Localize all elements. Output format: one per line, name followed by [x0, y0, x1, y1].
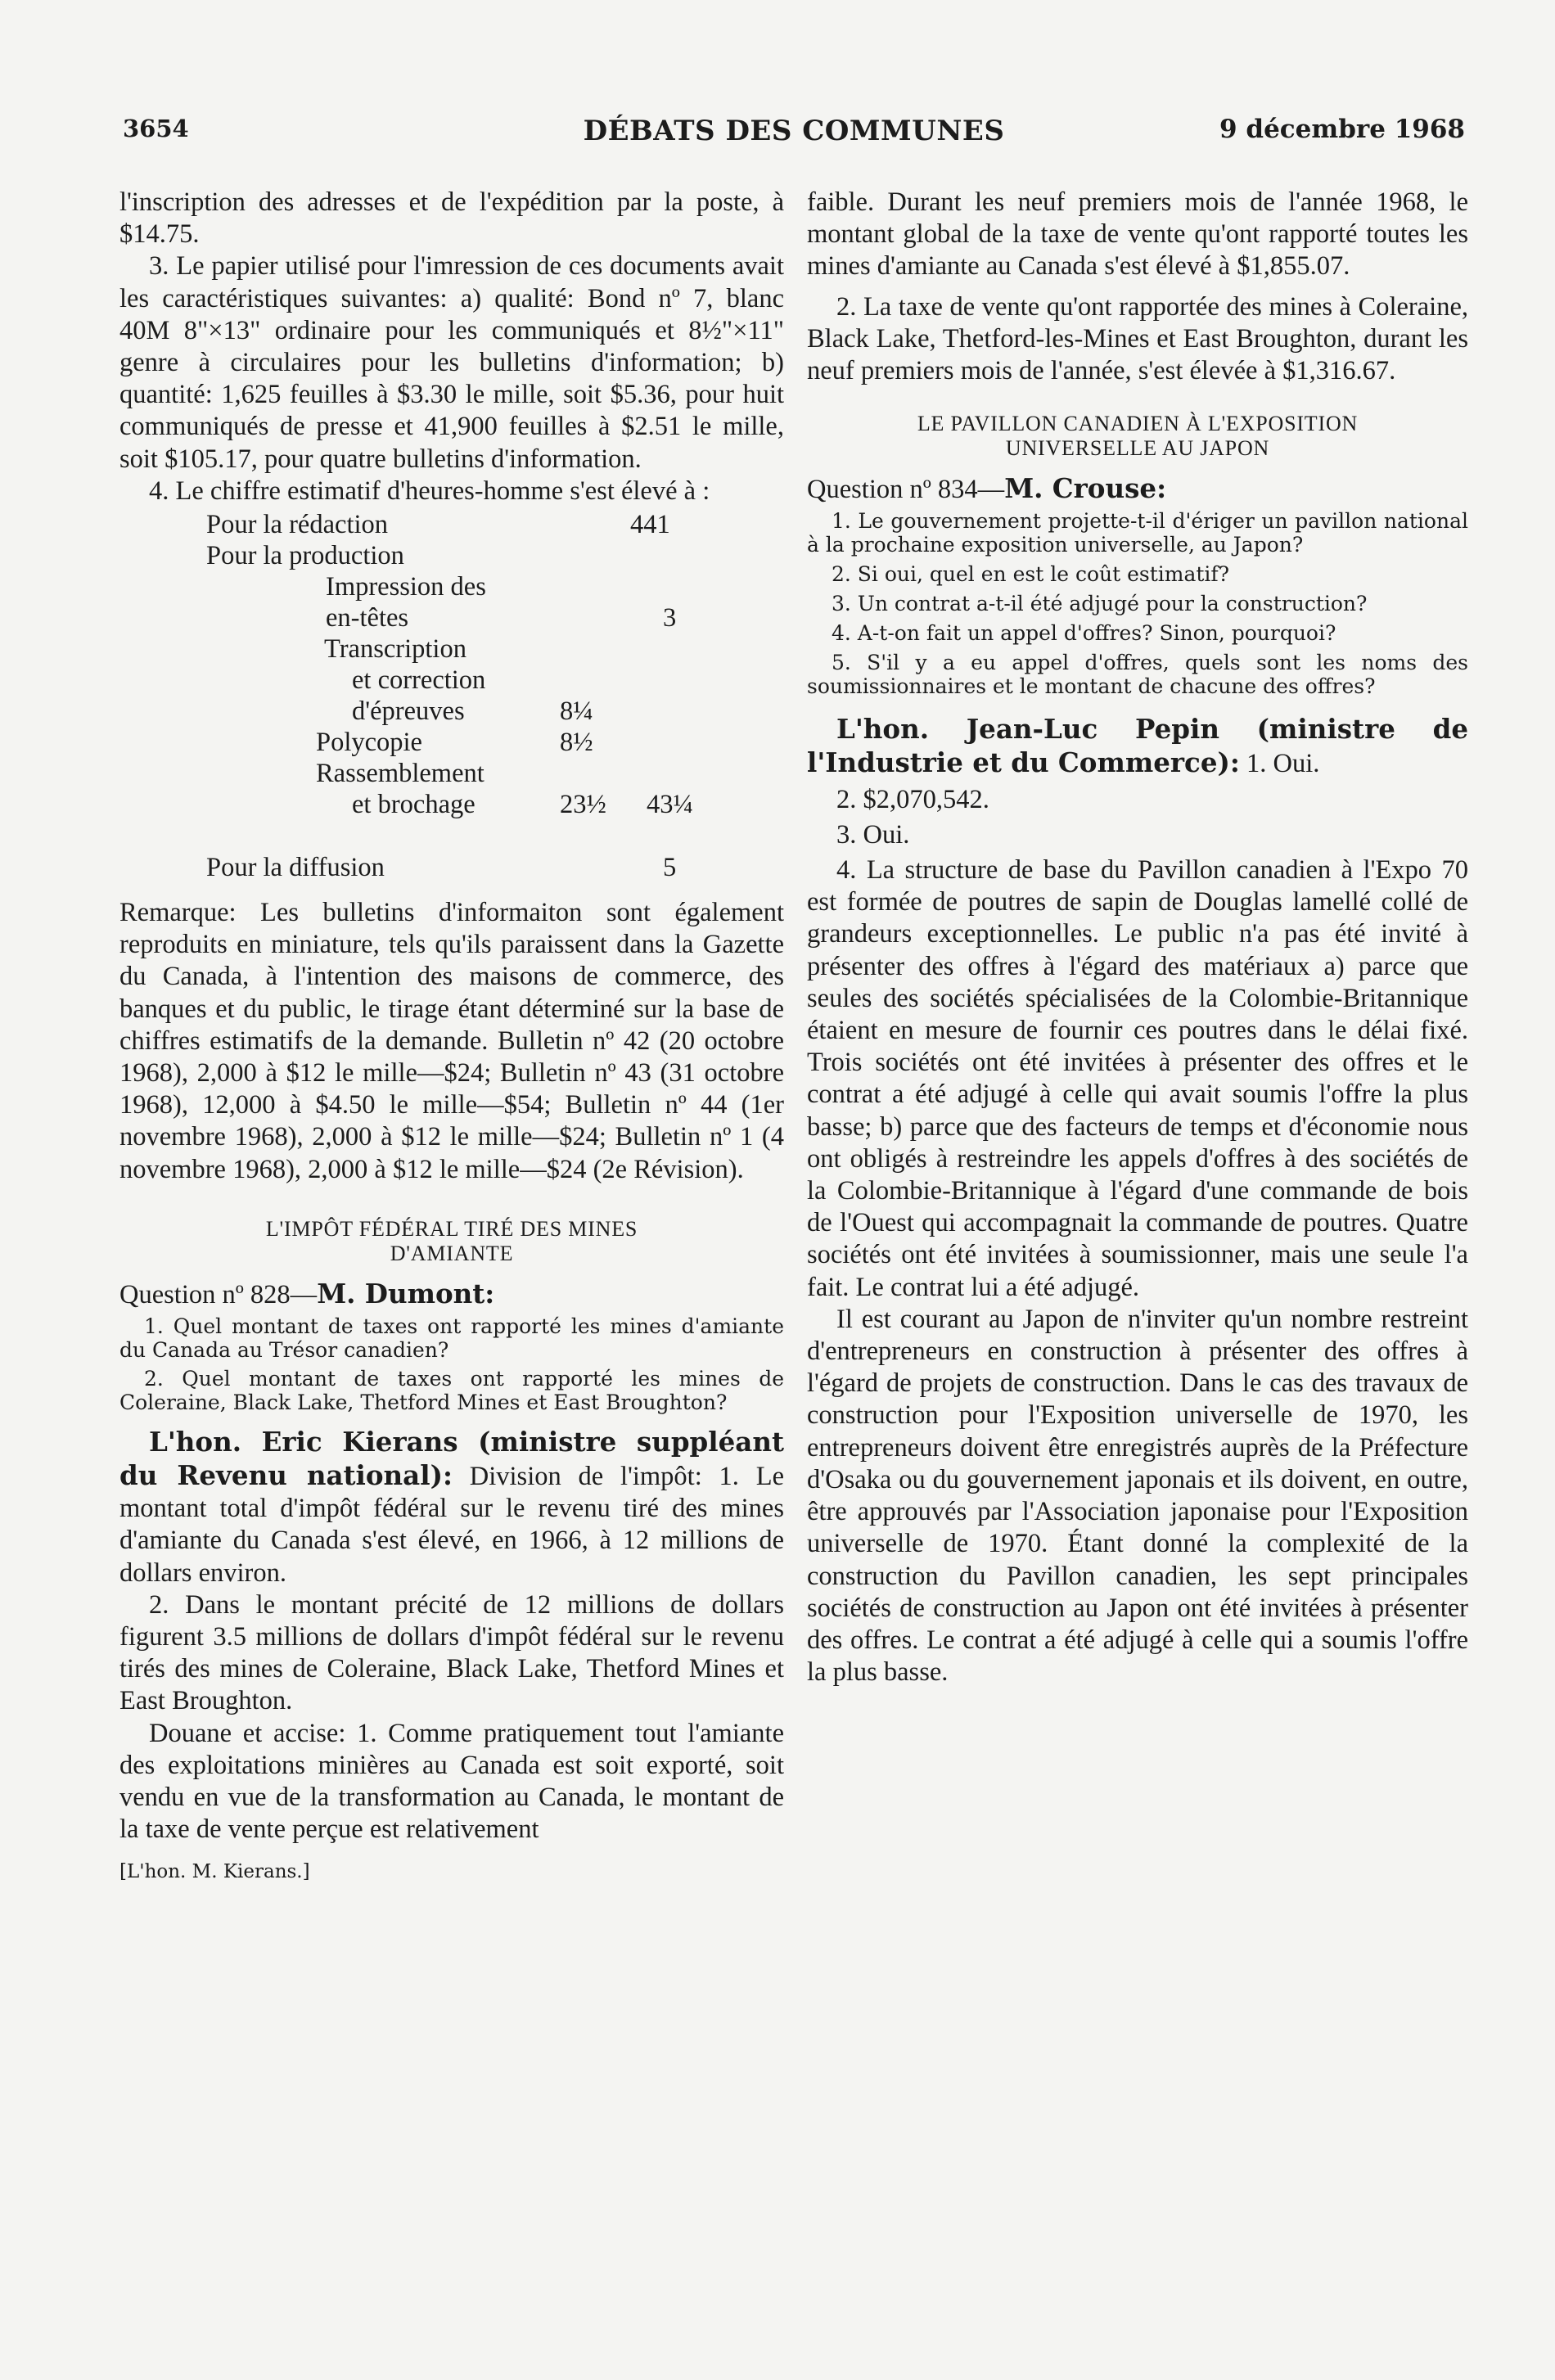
left-column	[119, 187, 784, 1882]
answer-paragraph: 2. Dans le montant précité de 12 millions de dollars figurent 3.5 millions de dollars d'impôt fédéral sur le revenu tirés des mines de Coleraine, Black Lake, Thetford Mines et East Broughton.	[119, 1589, 784, 1716]
paragraph: 4. Le chiffre estimatif d'heures-homme s'est élevé à :	[149, 476, 710, 506]
page-number: 3654	[123, 115, 189, 142]
answer-paragraph: 2. $2,070,542.	[836, 784, 989, 814]
table-label: et brochage	[352, 790, 476, 820]
page-date: 9 décembre 1968	[1219, 115, 1465, 144]
table-value: 8¼	[560, 696, 593, 727]
paragraph: 2. La taxe de vente qu'ont rapportée des mines à Coleraine, Black Lake, Thetford-les-Mines et East Broughton, durant les neuf premiers mois de l'année, s'est élevée à $1,316.67.	[807, 291, 1468, 386]
paragraph: l'inscription des adresses et de l'expédition par la poste, à $14.75.	[119, 187, 784, 250]
section-heading: D'AMIANTE	[390, 1241, 514, 1265]
table-label: et correction	[352, 665, 486, 696]
question-line	[119, 1278, 784, 1311]
answer-paragraph	[807, 713, 1468, 780]
speaker-name: L'hon. Jean-Luc Pepin (ministre de l'Industrie et du Commerce):	[807, 713, 1468, 779]
answer-text: Division de l'impôt: 1. Le montant total d'impôt fédéral sur le revenu tiré des mines d'amiante du Canada s'est élevé, en 1966, à 12 millions de dollars environ.	[119, 1462, 784, 1588]
question-item: 2. Quel montant de taxes ont rapporté les mines de Coleraine, Black Lake, Thetford Mines et East Broughton?	[119, 1366, 784, 1414]
speaker-name: L'hon. Eric Kierans (ministre suppléant du Revenu national):	[119, 1425, 784, 1492]
question-number: Question nº 834—	[807, 475, 1005, 505]
publication-title: DÉBATS DES COMMUNES	[583, 115, 1005, 147]
question-line	[807, 472, 1468, 506]
right-column	[807, 187, 1468, 1688]
table-label: en-têtes	[326, 603, 409, 633]
answer-paragraph: 4. La structure de base du Pavillon canadien à l'Expo 70 est formée de poutres de sapin de Douglas lamellé collé de grandeurs exceptionnelles. Le public n'a pas été invité à présenter des offres à l'égard des matériaux a) parce que seules des sociétés spécialisées de la Colombie-Britannique étaient en mesure de fournir ces poutres dans le délai fixé. Trois sociétés ont été invitées à présenter des offres et le contrat a été adjugé à celle qui avait soumis l'offre la plus basse; b) parce que des facteurs de temps et d'économie nous ont obligés à restreindre les appels d'offres à des sociétés de la Colombie-Britannique à l'égard d'une commande de bois de l'Ouest qui accompagnait la commande de poutres. Quatre sociétés ont été invitées à soumissionner, mais une seule l'a fait. Le contrat lui a été adjugé.	[807, 855, 1468, 1302]
table-total: 43¼	[647, 790, 693, 820]
man-hours-table	[119, 507, 784, 894]
speaker-footer: [L'hon. M. Kierans.]	[119, 1860, 310, 1882]
page-header	[123, 115, 1465, 156]
table-label: d'épreuves	[352, 696, 465, 727]
question-member: M. Crouse:	[1004, 472, 1167, 505]
table-value: 5	[663, 853, 677, 883]
question-item: 4. A-t-on fait un appel d'offres? Sinon, pourquoi?	[832, 621, 1336, 646]
section-heading: UNIVERSELLE AU JAPON	[1005, 436, 1270, 461]
table-value: 3	[663, 603, 677, 633]
question-item: 5. S'il y a eu appel d'offres, quels sont les noms des soumissionnaires et le montant de chacune des offres?	[807, 651, 1468, 699]
table-label: Pour la rédaction	[206, 510, 389, 540]
question-item: 1. Le gouvernement projette-t-il d'ériger un pavillon national à la prochaine exposition universelle, au Japon?	[807, 509, 1468, 557]
table-label: Pour la diffusion	[206, 853, 385, 883]
question-item: 3. Un contrat a-t-il été adjugé pour la construction?	[832, 592, 1368, 616]
question-item: 1. Quel montant de taxes ont rapporté les mines d'amiante du Canada au Trésor canadien?	[119, 1314, 784, 1362]
paragraph: Remarque: Les bulletins d'informaiton sont également reproduits en miniature, tels qu'ils paraissent dans la Gazette du Canada, à l'intention des maisons de commerce, des banques et du public, le tirage étant déterminé sur la base de chiffres estimatifs de la demande. Bulletin nº 42 (20 octobre 1968), 2,000 à $12 le mille—$24; Bulletin nº 43 (31 octobre 1968), 12,000 à $4.50 le mille—$54; Bulletin nº 44 (1er novembre 1968), 2,000 à $12 le mille—$24; Bulletin nº 1 (4 novembre 1968), 2,000 à $12 le mille—$24 (2e Révision).	[119, 898, 784, 1184]
table-value: 8½	[560, 728, 593, 758]
table-label: Pour la production	[206, 541, 404, 571]
paragraph: faible. Durant les neuf premiers mois de l'année 1968, le montant global de la taxe de vente qu'ont rapporté toutes les mines d'amiante au Canada s'est élevé à $1,855.07.	[807, 187, 1468, 282]
question-number: Question nº 828—	[119, 1279, 318, 1309]
question-member: M. Dumont:	[317, 1277, 495, 1309]
table-label: Rassemblement	[316, 759, 485, 789]
paragraph: 3. Le papier utilisé pour l'imression de ces documents avait les caractéristiques suivantes: a) qualité: Bond nº 7, blanc 40M 8"×13" ordinaire pour les communiqués et 8½"×11" genre à circulaires pour les bulletins d'information; b) quantité: 1,625 feuilles à $3.30 le mille, soit $5.36, pour huit communiqués de presse et 41,900 feuilles à $2.51 le mille, soit $105.17, pour quatre bulletins d'information.	[119, 251, 784, 474]
answer-paragraph	[119, 1426, 784, 1589]
section-heading: L'IMPÔT FÉDÉRAL TIRÉ DES MINES	[265, 1216, 638, 1241]
question-item: 2. Si oui, quel en est le coût estimatif?	[832, 562, 1230, 587]
answer-paragraph: Douane et accise: 1. Comme pratiquement tout l'amiante des exploitations minières au Canada est soit exporté, soit vendu en vue de la transformation au Canada, le montant de la taxe de vente perçue est relativement	[119, 1718, 784, 1845]
table-value: 23½	[560, 790, 606, 820]
table-label: Transcription	[324, 634, 466, 665]
table-value: 441	[630, 510, 670, 540]
answer-paragraph: 3. Oui.	[836, 819, 910, 850]
answer-paragraph: Il est courant au Japon de n'inviter qu'un nombre restreint d'entrepreneurs en construction à présenter des offres à l'égard de projets de construction. Dans le cas des travaux de construction pour l'Exposition universelle de 1970, les entrepreneurs doivent être enregistrés auprès de la Préfecture d'Osaka ou du gouvernement japonais et ils doivent, en outre, être approuvés par l'Association japonaise pour l'Exposition universelle de 1970. Étant donné la complexité de la construction du Pavillon canadien, les sept principales sociétés de construction au Japon ont été invitées à présenter des offres. Le contrat a été adjugé à celle qui a soumis l'offre la plus basse.	[807, 1304, 1468, 1688]
answer-text: 1. Oui.	[1246, 749, 1320, 779]
section-heading: LE PAVILLON CANADIEN À L'EXPOSITION	[917, 412, 1359, 436]
table-label: Impression des	[326, 572, 486, 602]
table-label: Polycopie	[316, 728, 422, 758]
